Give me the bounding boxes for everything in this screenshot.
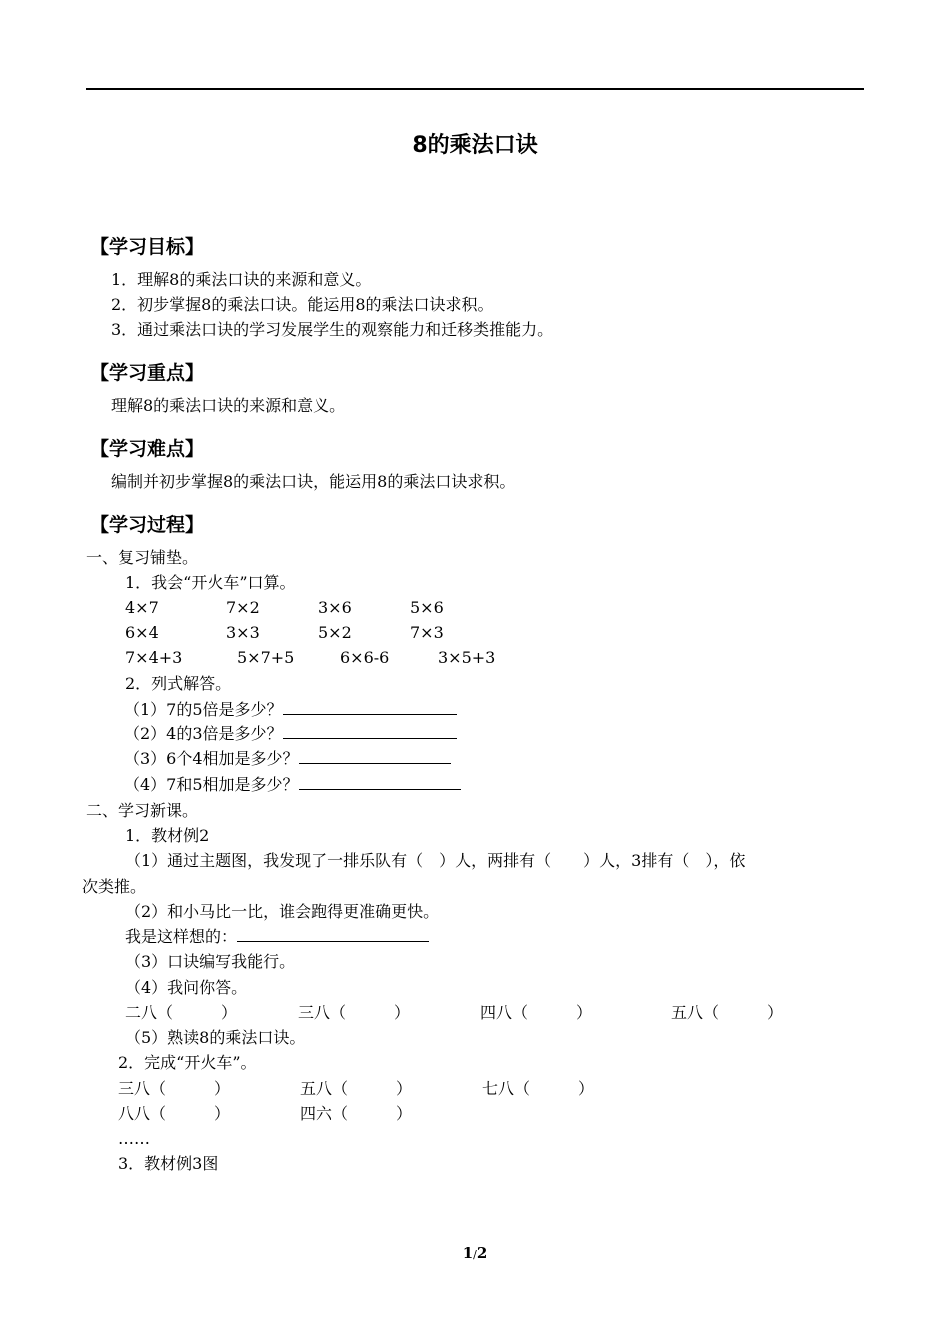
question-1: [124, 700, 457, 720]
calc-cell: 7×4+3: [125, 648, 183, 667]
answer-blank[interactable]: [299, 775, 461, 790]
calc-cell: 7×2: [226, 598, 260, 617]
question-text: （2）4的3倍是多少？: [124, 724, 283, 743]
header-rule: [86, 88, 864, 90]
train-cell: 八八（ ）: [118, 1104, 231, 1123]
calc-cell: 6×4: [125, 623, 159, 642]
recite-cell: 五八（ ）: [671, 1003, 784, 1022]
goal-item: 3．通过乘法口诀的学习发展学生的观察能力和迁移类推能力。: [111, 320, 554, 339]
calc-cell: 3×3: [226, 623, 260, 642]
goal-item: 2．初步掌握8的乘法口诀。能运用8的乘法口诀求积。: [111, 295, 494, 314]
question-3: [124, 749, 451, 769]
section2-q5: （5）熟读8的乘法口诀。: [125, 1028, 306, 1047]
train-cell: 三八（ ）: [118, 1079, 231, 1098]
calc-cell: 5×6: [410, 598, 444, 617]
section1-title: 一、复习铺垫。: [86, 548, 199, 567]
calc-cell: 3×5+3: [438, 648, 496, 667]
focus-text: 理解8的乘法口诀的来源和意义。: [111, 396, 346, 415]
section2-q1-line2: 次类推。: [82, 877, 147, 896]
question-text: （3）6个4相加是多少？: [124, 749, 299, 768]
recite-cell: 四八（ ）: [480, 1003, 593, 1022]
answer-blank[interactable]: [283, 700, 457, 715]
train-cell: 七八（ ）: [482, 1079, 595, 1098]
calc-cell: 6×6-6: [340, 648, 390, 667]
page-separator: /: [473, 1248, 477, 1261]
section2-item3: 3．教材例3图: [118, 1154, 219, 1173]
page-number: [0, 1244, 950, 1262]
section2-item2: 2．完成“开火车”。: [118, 1053, 257, 1072]
ellipsis: ……: [118, 1129, 150, 1148]
section1-item1: 1．我会“开火车”口算。: [125, 573, 296, 592]
recite-cell: 三八（ ）: [298, 1003, 411, 1022]
question-text: （4）7和5相加是多少？: [124, 775, 299, 794]
think-blank[interactable]: [237, 927, 429, 942]
section2-q1-line1: （1）通过主题图，我发现了一排乐队有（ ）人，两排有（ ）人，3排有（ ），依: [125, 851, 746, 870]
section2-q2: （2）和小马比一比，谁会跑得更准确更快。: [125, 902, 440, 921]
answer-blank[interactable]: [283, 724, 457, 739]
section2-q4: （4）我问你答。: [125, 978, 248, 997]
section2-q3: （3）口诀编写我能行。: [125, 952, 296, 971]
page-current: 1: [462, 1244, 474, 1262]
section2-q2-think: [125, 927, 429, 947]
answer-blank[interactable]: [299, 749, 451, 764]
train-cell: 五八（ ）: [300, 1079, 413, 1098]
page-total: 2: [476, 1244, 488, 1262]
goal-item: 1．理解8的乘法口诀的来源和意义。: [111, 270, 372, 289]
calc-cell: 4×7: [125, 598, 159, 617]
difficulty-heading: 【学习难点】: [90, 438, 205, 460]
focus-heading: 【学习重点】: [90, 362, 205, 384]
train-cell: 四六（ ）: [300, 1104, 413, 1123]
calc-cell: 5×2: [318, 623, 352, 642]
question-4: [124, 775, 461, 795]
calc-cell: 3×6: [318, 598, 352, 617]
calc-cell: 7×3: [410, 623, 444, 642]
section2-item1: 1．教材例2: [125, 826, 210, 845]
section2-title: 二、学习新课。: [86, 801, 199, 820]
calc-cell: 5×7+5: [237, 648, 295, 667]
question-text: （1）7的5倍是多少？: [124, 700, 283, 719]
process-heading: 【学习过程】: [90, 514, 205, 536]
goals-heading: 【学习目标】: [90, 236, 205, 258]
page-title: 8的乘法口诀: [412, 133, 538, 158]
question-2: [124, 724, 457, 744]
difficulty-text: 编制并初步掌握8的乘法口诀，能运用8的乘法口诀求积。: [111, 472, 516, 491]
section1-item2: 2．列式解答。: [125, 674, 232, 693]
think-label: 我是这样想的：: [125, 927, 238, 946]
recite-cell: 二八（ ）: [125, 1003, 238, 1022]
